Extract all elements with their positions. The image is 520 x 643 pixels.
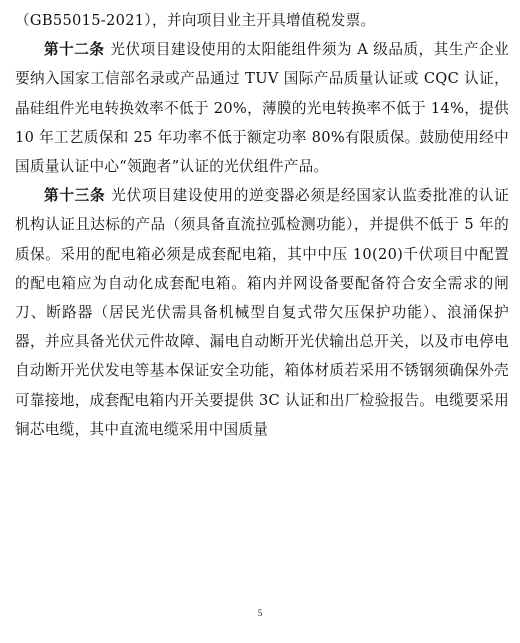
article-12-number: 第十二条 xyxy=(44,41,105,59)
lead-fragment: （GB55015-2021），并向项目业主开具增值税发票。 xyxy=(15,12,376,29)
article-13 xyxy=(15,181,509,444)
article-13-number: 第十三条 xyxy=(44,187,106,205)
document-page xyxy=(15,6,509,444)
page-number: 5 xyxy=(257,608,263,618)
article-12 xyxy=(15,35,509,181)
article-12-text: 光伏项目建设使用的太阳能组件须为 A 级品质，其生产企业要纳入国家工信部名录或产品通过 TUV 国际产品质量认证或 CQC 认证，晶硅组件光电转换效率不低于 20%，薄膜的光电转换率不低于 14%，提供 10 年工艺质保和 25 年功率不低于额定功率 80%有限质保。鼓励使用经中国质量认证中心“领跑者”认证的光伏组件产品。 xyxy=(15,41,509,176)
article-13-text: 光伏项目建设使用的逆变器必须是经国家认监委批准的认证机构认证且达标的产品（须具备直流拉弧检测功能），并提供不低于 5 年的质保。采用的配电箱必须是成套配电箱，其中中压 10(20)千伏项目中配置的配电箱应为自动化成套配电箱。箱内并网设备要配备符合安全需求的闸刀、断路器（居民光伏需具备机械型自复式带欠压保护功能）、浪涌保护器，并应具备光伏元件故障、漏电自动断开光伏输出总开关，以及市电停电自动断开光伏发电等基本保证安全功能，箱体材质若采用不锈钢须确保外壳可靠接地，成套配电箱内开关要提供 3C 认证和出厂检验报告。电缆要采用铜芯电缆，其中直流电缆采用中国质量 xyxy=(15,187,509,438)
